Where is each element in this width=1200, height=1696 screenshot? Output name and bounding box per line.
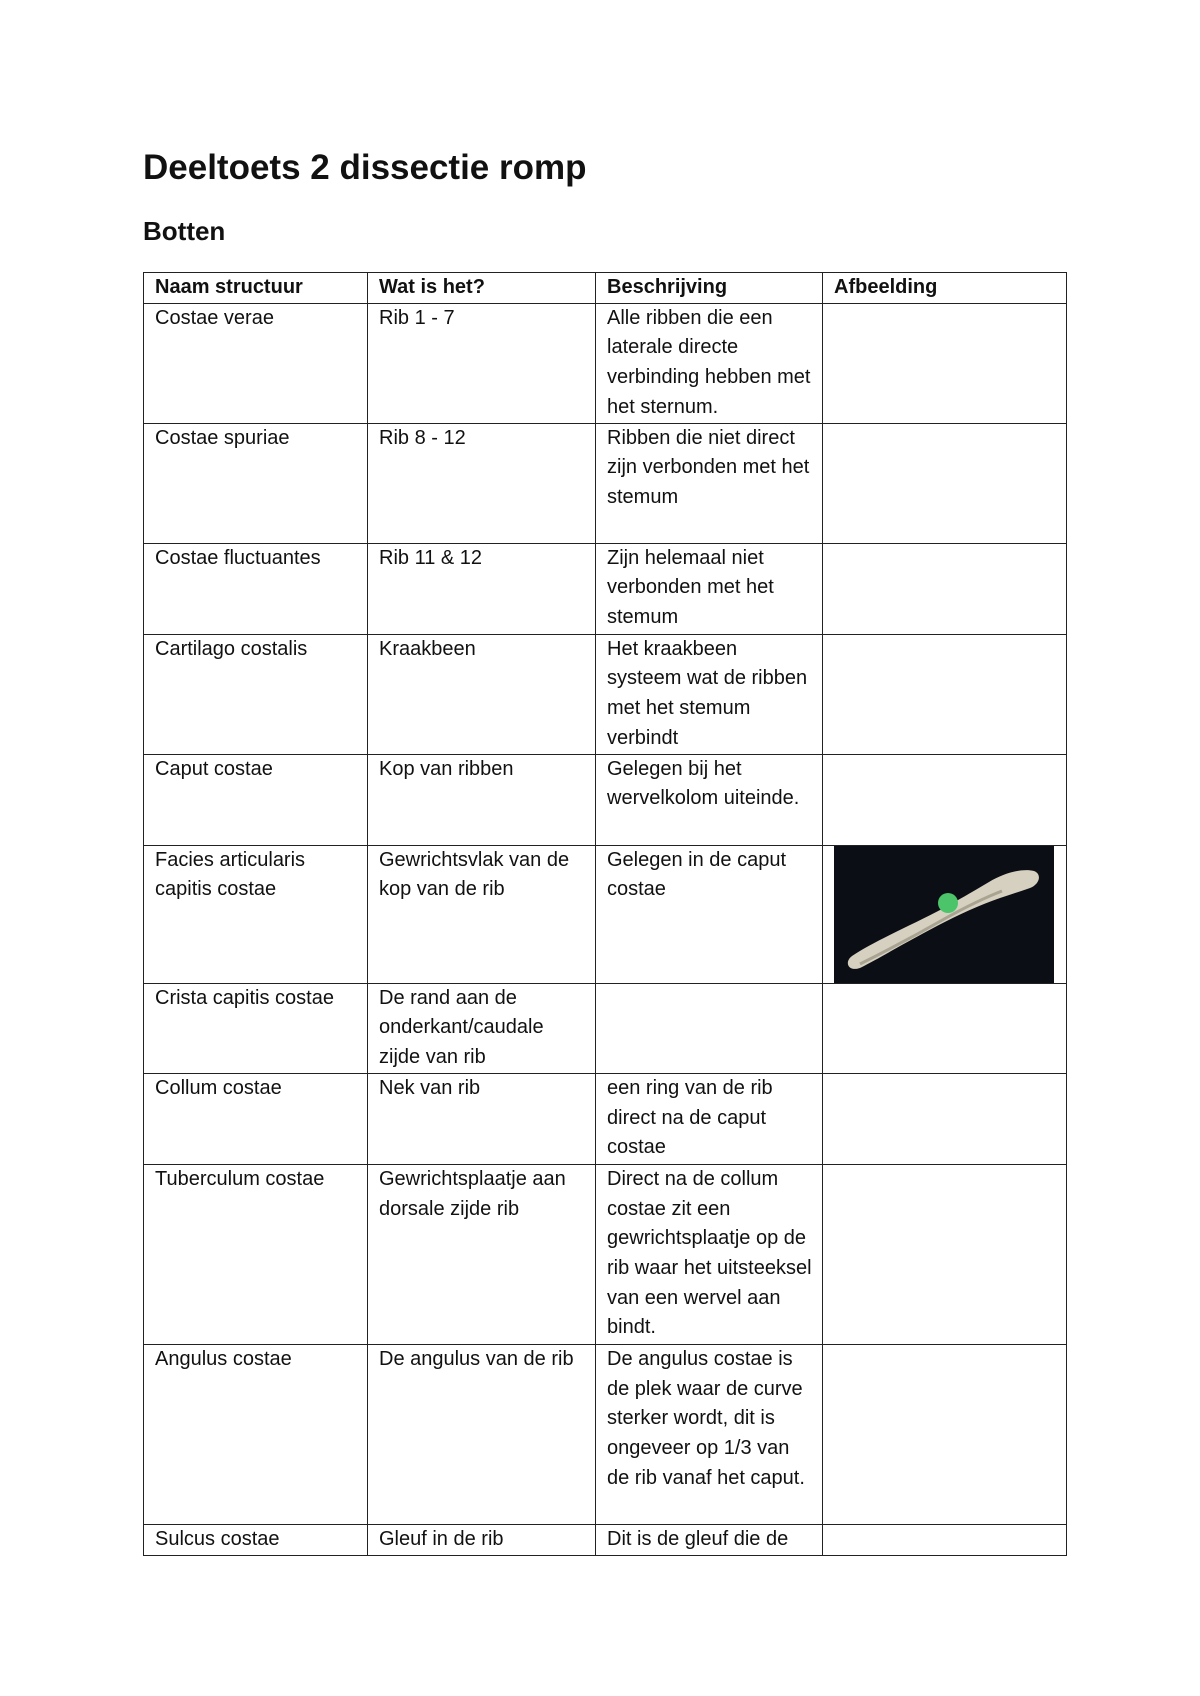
table-row	[144, 303, 1067, 423]
cell-what: Kop van ribben	[368, 754, 596, 845]
cell-what: De angulus van de rib	[368, 1344, 596, 1524]
cell-name: Angulus costae	[144, 1344, 368, 1524]
cell-name: Cartilago costalis	[144, 634, 368, 754]
table-row	[144, 983, 1067, 1073]
table-row	[144, 754, 1067, 845]
cell-name: Facies articularis capitis costae	[144, 845, 368, 983]
bones-table	[143, 272, 1067, 1556]
cell-image	[823, 1073, 1067, 1164]
table-header-row	[144, 273, 1067, 304]
cell-what: Gewrichtsplaatje aan dorsale zijde rib	[368, 1164, 596, 1344]
table-row	[144, 543, 1067, 634]
header-naam-structuur: Naam structuur	[144, 273, 368, 304]
table-row	[144, 845, 1067, 983]
cell-image	[823, 983, 1067, 1073]
cell-name: Crista capitis costae	[144, 983, 368, 1073]
cell-description: Het kraakbeen systeem wat de ribben met het stemum verbindt	[596, 634, 823, 754]
cell-description: Alle ribben die een laterale directe verbinding hebben met het sternum.	[596, 303, 823, 423]
cell-name: Costae fluctuantes	[144, 543, 368, 634]
cell-what: Rib 1 - 7	[368, 303, 596, 423]
cell-description: Zijn helemaal niet verbonden met het stemum	[596, 543, 823, 634]
section-heading: Botten	[143, 216, 226, 246]
cell-image	[823, 303, 1067, 423]
cell-image	[823, 543, 1067, 634]
cell-name: Collum costae	[144, 1073, 368, 1164]
header-beschrijving: Beschrijving	[596, 273, 823, 304]
cell-description: Ribben die niet direct zijn verbonden met het stemum	[596, 423, 823, 543]
cell-name: Costae verae	[144, 303, 368, 423]
page-title: Deeltoets 2 dissectie romp	[143, 148, 587, 187]
cell-description: Dit is de gleuf die de	[596, 1524, 823, 1555]
cell-what: Gleuf in de rib	[368, 1524, 596, 1555]
cell-image	[823, 1344, 1067, 1524]
table-row	[144, 1164, 1067, 1344]
cell-image	[823, 634, 1067, 754]
cell-name: Tuberculum costae	[144, 1164, 368, 1344]
header-wat-is-het: Wat is het?	[368, 273, 596, 304]
header-afbeelding: Afbeelding	[823, 273, 1067, 304]
cell-image	[823, 1524, 1067, 1555]
cell-image	[823, 754, 1067, 845]
cell-description: een ring van de rib direct na de caput costae	[596, 1073, 823, 1164]
cell-what: Gewrichtsvlak van de kop van de rib	[368, 845, 596, 983]
cell-image	[823, 1164, 1067, 1344]
table-row	[144, 1073, 1067, 1164]
cell-name: Caput costae	[144, 754, 368, 845]
cell-image	[823, 845, 1067, 983]
cell-what: De rand aan de onderkant/caudale zijde van rib	[368, 983, 596, 1073]
cell-name: Costae spuriae	[144, 423, 368, 543]
table-row	[144, 423, 1067, 543]
table-row	[144, 634, 1067, 754]
cell-description: De angulus costae is de plek waar de curve sterker wordt, dit is ongeveer op 1/3 van de rib vanaf het caput.	[596, 1344, 823, 1524]
cell-description: Gelegen bij het wervelkolom uiteinde.	[596, 754, 823, 845]
cell-what: Nek van rib	[368, 1073, 596, 1164]
cell-name: Sulcus costae	[144, 1524, 368, 1555]
rib-head-figure	[834, 846, 1054, 983]
cell-what: Rib 8 - 12	[368, 423, 596, 543]
cell-description: Gelegen in de caput costae	[596, 845, 823, 983]
cell-what: Rib 11 & 12	[368, 543, 596, 634]
cell-description: Direct na de collum costae zit een gewrichtsplaatje op de rib waar het uitsteeksel van een wervel aan bindt.	[596, 1164, 823, 1344]
table-row	[144, 1524, 1067, 1555]
cell-description	[596, 983, 823, 1073]
cell-what: Kraakbeen	[368, 634, 596, 754]
articular-surface-highlight	[938, 893, 958, 913]
table-row	[144, 1344, 1067, 1524]
cell-image	[823, 423, 1067, 543]
